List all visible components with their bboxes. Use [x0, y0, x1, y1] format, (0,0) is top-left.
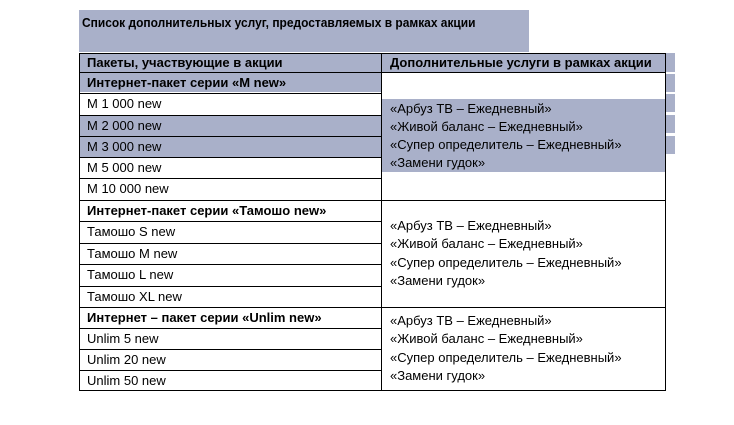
package-item: Тамошо M new: [87, 246, 178, 261]
package-item: Тамошо S new: [87, 224, 176, 239]
edge-highlight-4: [665, 136, 675, 154]
package-item: M 3 000 new: [87, 139, 162, 154]
group-header-unlim-new: Интернет – пакет серии «Unlim new»: [87, 310, 322, 325]
package-item: Unlim 5 new: [87, 331, 159, 346]
package-item: M 2 000 new: [87, 118, 162, 133]
package-item: Тамошо XL new: [87, 289, 182, 304]
service-item: «Живой баланс – Ежедневный»: [390, 331, 583, 346]
service-item: «Супер определитель – Ежедневный»: [390, 137, 622, 152]
service-item: «Живой баланс – Ежедневный»: [390, 236, 583, 251]
edge-highlight-1: [665, 74, 675, 92]
service-item: «Арбуз ТВ – Ежедневный»: [390, 313, 552, 328]
service-item: «Арбуз ТВ – Ежедневный»: [390, 101, 552, 116]
package-item: Unlim 50 new: [87, 373, 166, 388]
edge-highlight-3: [665, 115, 675, 133]
page-title: Список дополнительных услуг, предоставляемых в рамках акции: [82, 15, 476, 30]
package-item: Unlim 20 new: [87, 352, 166, 367]
edge-highlight-2: [665, 94, 675, 112]
package-item: Тамошо L new: [87, 267, 174, 282]
service-item: «Супер определитель – Ежедневный»: [390, 350, 622, 365]
service-item: «Арбуз ТВ – Ежедневный»: [390, 218, 552, 233]
package-item: M 10 000 new: [87, 181, 169, 196]
package-item: M 5 000 new: [87, 160, 162, 175]
package-item: M 1 000 new: [87, 96, 162, 111]
service-item: «Супер определитель – Ежедневный»: [390, 255, 622, 270]
group-header-m-new: Интернет-пакет серии «M new»: [87, 75, 287, 90]
group-header-tamosho-new: Интернет-пакет серии «Тамошо new»: [87, 203, 327, 218]
service-item: «Живой баланс – Ежедневный»: [390, 119, 583, 134]
column-header-services: Дополнительные услуги в рамках акции: [390, 55, 652, 70]
service-item: «Замени гудок»: [390, 368, 486, 383]
service-item: «Замени гудок»: [390, 273, 486, 288]
service-item: «Замени гудок»: [390, 155, 486, 170]
column-header-packages: Пакеты, участвующие в акции: [87, 55, 283, 70]
